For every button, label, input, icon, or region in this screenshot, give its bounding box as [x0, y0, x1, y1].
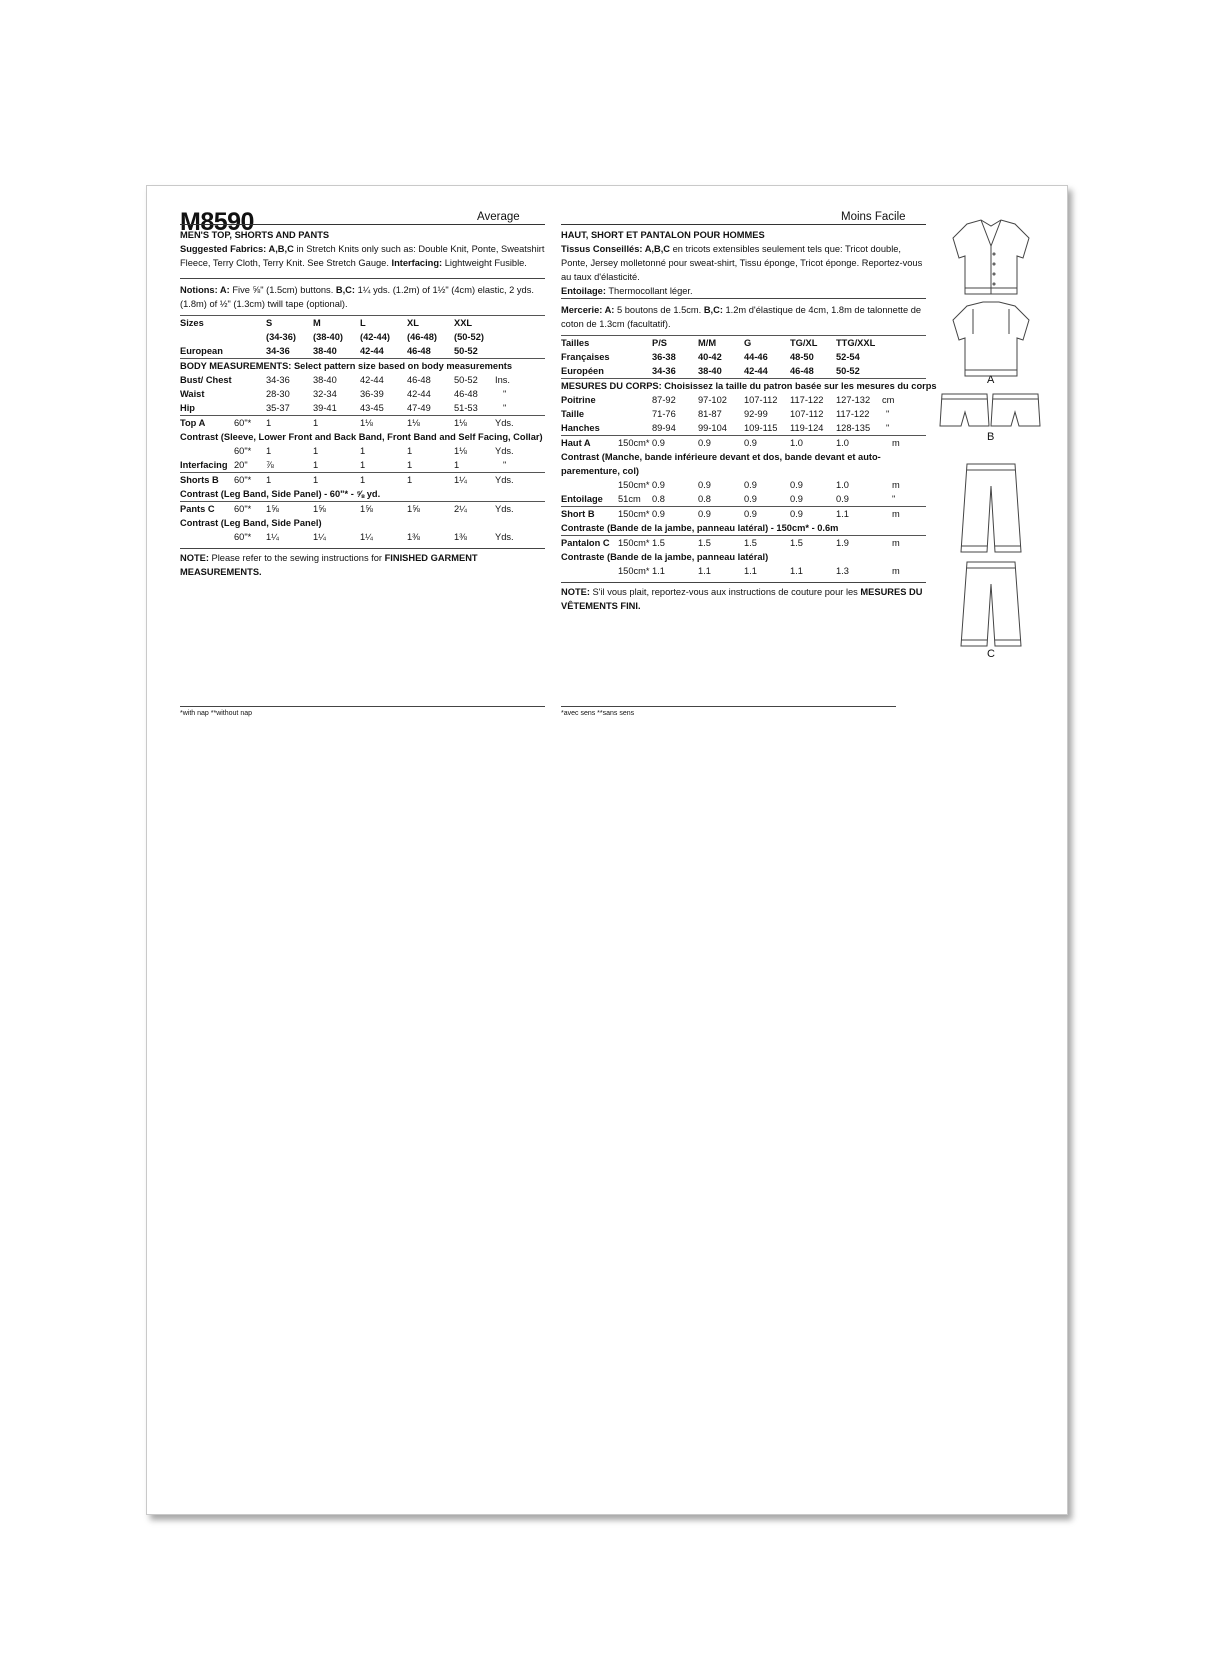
size-cell: M	[313, 316, 360, 331]
european-cell: 46-48	[790, 366, 814, 376]
pants-back-sketch	[961, 562, 1021, 646]
value-cell: 1¼	[313, 532, 326, 542]
width-cell: 150cm*	[618, 507, 652, 522]
width-cell: 60"*	[234, 416, 266, 431]
note-bold: FINISHED GARMENT MEASUREMENTS.	[180, 553, 478, 577]
fabrics-en	[180, 242, 545, 270]
fabrics-label: Suggested Fabrics: A,B,C	[180, 244, 294, 254]
value-cell: 0.9	[790, 494, 803, 504]
value-cell: 1	[360, 446, 366, 456]
row-label: Bust/ Chest	[180, 375, 232, 385]
row-label: Hanches	[561, 423, 600, 433]
row-label: Haut A	[561, 436, 618, 451]
size-sub-cell: (34-36)	[266, 332, 296, 342]
entoilage-row	[561, 492, 926, 507]
top-a-contrast-row	[180, 444, 545, 458]
value-cell: 1⅝	[313, 502, 360, 517]
note-label: NOTE:	[180, 553, 209, 563]
sizes-label: Tailles	[561, 336, 618, 351]
size-cell: L	[360, 316, 407, 331]
contrast-heading	[561, 450, 926, 478]
value-cell: 128-135	[836, 423, 871, 433]
fabrics-fr	[561, 242, 926, 298]
interfacing-text: Thermocollant léger.	[605, 286, 693, 296]
value-cell: 119-124	[790, 423, 824, 433]
notions-text-bc: 1¼ yds. (1.2m) of 1½" (4cm) elastic, 2 yds. (1.8m) of ½" (1.3cm) twill tape (optional).	[180, 285, 534, 309]
value-cell: 127-132	[836, 395, 871, 405]
value-cell: 1.1	[744, 566, 757, 576]
value-cell: 1	[313, 473, 360, 488]
contrast-heading-text: Contrast (Manche, bande inférieure devant et dos, bande devant et auto-parementure, col)	[561, 452, 881, 476]
value-cell: 1	[407, 473, 454, 488]
european-cell: 42-44	[744, 366, 768, 376]
value-cell: 1.5	[744, 536, 790, 551]
value-cell: 0.9	[744, 436, 790, 451]
value-cell: 1	[407, 460, 413, 470]
value-cell: 0.9	[744, 494, 757, 504]
body-heading-row	[180, 359, 545, 374]
haut-a-contrast-row	[561, 478, 926, 492]
english-column	[180, 224, 545, 579]
pants-c-contrast-heading-row	[180, 516, 545, 530]
value-cell: 0.9	[652, 436, 698, 451]
fabrics-text: in Stretch Knits only such as: Double Knit, Ponte, Sweatshirt Fleece, Terry Cloth, Terry Knit. See Stretch Gauge.	[180, 244, 545, 268]
unit-cell: cm	[882, 395, 895, 405]
width-cell: 150cm*	[618, 436, 652, 451]
unit-cell: m	[882, 436, 926, 451]
row-label: Hip	[180, 403, 195, 413]
unit-cell: "	[503, 403, 507, 413]
value-cell: 117-122	[790, 395, 824, 405]
european-row	[180, 344, 545, 359]
value-cell: 0.9	[744, 480, 757, 490]
body-heading-row	[561, 379, 926, 394]
size-cell: M/M	[698, 336, 744, 351]
sizes-label: Sizes	[180, 316, 234, 331]
european-label: Européen	[561, 366, 604, 376]
width-cell: 60"*	[234, 532, 252, 542]
body-row-hip	[180, 401, 545, 416]
body-measurements-heading: BODY MEASUREMENTS: Select pattern size based on body measurements	[180, 359, 545, 374]
european-cell: 50-52	[454, 346, 478, 356]
size-sub-cell: 40-42	[698, 352, 722, 362]
value-cell: 1	[266, 446, 272, 456]
notions-text-a: Five ⅝" (1.5cm) buttons.	[229, 285, 336, 295]
value-cell: 1⅝	[360, 502, 407, 517]
body-row-waist	[180, 387, 545, 401]
row-label: Shorts B	[180, 473, 234, 488]
value-cell: 0.8	[698, 494, 711, 504]
size-sub-cell: 52-54	[836, 352, 860, 362]
haut-a-row	[561, 436, 926, 451]
value-cell: 36-39	[360, 389, 384, 399]
view-label-a: A	[987, 374, 995, 386]
shorts-b-contrast-row	[180, 487, 545, 502]
value-cell: 92-99	[744, 409, 768, 419]
unit-cell: Ins.	[495, 375, 510, 385]
note-fr	[561, 582, 926, 613]
value-cell: 1⅝	[266, 502, 313, 517]
body-row-bust	[180, 373, 545, 387]
title-fr: HAUT, SHORT ET PANTALON POUR HOMMES	[561, 230, 765, 240]
unit-cell: Yds.	[495, 502, 545, 517]
value-cell: 0.9	[652, 480, 665, 490]
size-cell: TG/XL	[790, 336, 836, 351]
contrast-heading: Contrast (Leg Band, Side Panel)	[180, 518, 322, 528]
size-cell: S	[266, 316, 313, 331]
value-cell: 1⅛	[454, 446, 467, 456]
shorts-sketch	[940, 394, 1040, 426]
top-a-row	[180, 416, 545, 431]
value-cell: 1.1	[790, 566, 803, 576]
value-cell: 1	[313, 460, 319, 470]
value-cell: 46-48	[454, 389, 478, 399]
value-cell: 2¼	[454, 502, 495, 517]
unit-cell: Yds.	[495, 446, 514, 456]
value-cell: 35-37	[266, 403, 290, 413]
title-en: MEN'S TOP, SHORTS AND PANTS	[180, 230, 330, 240]
fabrics-label: Tissus Conseillés: A,B,C	[561, 244, 671, 254]
body-row-taille	[561, 407, 926, 421]
value-cell: 1.5	[698, 536, 744, 551]
shorts-contrast-text: Contraste (Bande de la jambe, panneau latéral) - 150cm* - 0.6m	[561, 523, 839, 533]
value-cell: 0.9	[652, 507, 698, 522]
shirt-back-sketch	[953, 302, 1029, 376]
sizes-row	[561, 336, 926, 351]
value-cell: 107-112	[790, 409, 824, 419]
width-cell: 60"*	[234, 502, 266, 517]
value-cell: 1	[266, 416, 313, 431]
haut-a-contrast-heading-row	[561, 450, 926, 478]
value-cell: 46-48	[407, 375, 431, 385]
difficulty-fr: Moins Facile	[841, 211, 906, 223]
difficulty-en: Average	[477, 211, 520, 223]
size-sub-cell: (50-52)	[454, 332, 484, 342]
pantalon-c-contrast-heading-row	[561, 550, 926, 564]
unit-cell: Yds.	[495, 416, 545, 431]
value-cell: 42-44	[407, 389, 431, 399]
value-cell: 71-76	[652, 409, 676, 419]
sizes-row	[180, 316, 545, 331]
value-cell: 97-102	[698, 395, 727, 405]
value-cell: 107-112	[744, 395, 778, 405]
width-cell: 150cm*	[618, 566, 650, 576]
value-cell: 34-36	[266, 375, 290, 385]
shirt-front-sketch	[953, 220, 1029, 294]
pantalon-c-contrast-row	[561, 564, 926, 578]
pants-c-contrast-row	[180, 530, 545, 544]
shorts-contrast-text: Contrast (Leg Band, Side Panel) - 60"* - ⅝ yd.	[180, 489, 381, 499]
european-cell: 46-48	[407, 346, 431, 356]
value-cell: 1⅜	[407, 532, 420, 542]
notions-fr	[561, 298, 926, 335]
size-sub-cell: 36-38	[652, 352, 676, 362]
unit-cell: m	[882, 507, 926, 522]
value-cell: 1.1	[652, 566, 665, 576]
unit-cell: Yds.	[495, 532, 514, 542]
value-cell: 47-49	[407, 403, 431, 413]
value-cell: 1⅛	[407, 416, 454, 431]
value-cell: 81-87	[698, 409, 722, 419]
technical-drawings	[937, 216, 1047, 660]
value-cell: 109-115	[744, 423, 778, 433]
short-b-contrast-row	[561, 521, 926, 536]
french-column	[561, 224, 937, 613]
value-cell: 38-40	[313, 375, 337, 385]
unit-cell: m	[892, 566, 900, 576]
value-cell: 43-45	[360, 403, 384, 413]
view-label-c: C	[987, 648, 995, 660]
row-label: Pantalon C	[561, 536, 618, 551]
value-cell: 1.5	[790, 536, 836, 551]
francaises-label: Françaises	[561, 352, 610, 362]
note-label: NOTE:	[561, 587, 590, 597]
value-cell: 51-53	[454, 403, 478, 413]
value-cell: 1⅜	[454, 532, 467, 542]
pants-front-sketch	[961, 464, 1021, 552]
value-cell: 0.9	[790, 480, 803, 490]
notions-label-bc: B,C:	[335, 285, 355, 295]
european-cell: 34-36	[266, 346, 290, 356]
european-cell: 38-40	[698, 366, 722, 376]
footnote-fr: *avec sens **sans sens	[561, 706, 896, 717]
european-cell: 34-36	[652, 366, 676, 376]
european-row	[561, 364, 926, 379]
value-cell: 0.9	[836, 494, 849, 504]
value-cell: 1.5	[652, 536, 698, 551]
notions-label: Notions: A:	[180, 285, 230, 295]
value-cell: 117-122	[836, 409, 870, 419]
value-cell: 50-52	[454, 375, 478, 385]
european-cell: 42-44	[360, 346, 384, 356]
value-cell: 0.9	[698, 436, 744, 451]
row-label: Poitrine	[561, 395, 596, 405]
contrast-heading: Contrast (Sleeve, Lower Front and Back Band, Front Band and Self Facing, Collar)	[180, 432, 543, 442]
value-cell: 42-44	[360, 375, 384, 385]
row-label: Short B	[561, 507, 618, 522]
value-cell: ⅞	[266, 460, 274, 470]
interfacing-label: Entoilage:	[561, 286, 606, 296]
value-cell: 99-104	[698, 423, 727, 433]
width-cell: 150cm*	[618, 480, 650, 490]
size-cell: P/S	[652, 336, 698, 351]
francaises-row	[561, 350, 926, 364]
value-cell: 1	[266, 473, 313, 488]
unit-cell: m	[892, 480, 900, 490]
value-cell: 1.1	[698, 566, 711, 576]
value-cell: 1	[360, 460, 366, 470]
size-sub-cell: 48-50	[790, 352, 814, 362]
sizes-sub-row	[180, 330, 545, 344]
value-cell: 1¼	[360, 532, 373, 542]
size-cell: XXL	[454, 316, 495, 331]
pattern-envelope-back	[146, 185, 1068, 1515]
size-sub-cell: (38-40)	[313, 332, 343, 342]
width-cell: 150cm*	[618, 536, 652, 551]
european-cell: 50-52	[836, 366, 860, 376]
value-cell: 0.9	[790, 507, 836, 522]
value-cell: 28-30	[266, 389, 290, 399]
pantalon-c-row	[561, 536, 926, 551]
value-cell: 1⅛	[360, 416, 407, 431]
value-cell: 0.8	[652, 494, 665, 504]
fabrics-text: en tricots extensibles seulement tels que: Tricot double, Ponte, Jersey molletonné pour sweat-shirt, Tissu éponge, Tricot éponge. Reportez-vous au taux d'élasticité.	[561, 244, 923, 282]
value-cell: 1	[454, 460, 460, 470]
interfacing-row	[180, 458, 545, 473]
european-cell: 38-40	[313, 346, 337, 356]
width-cell: 51cm	[618, 494, 641, 504]
value-cell: 1.0	[836, 436, 882, 451]
value-cell: 1¼	[266, 532, 279, 542]
row-label: Interfacing	[180, 460, 228, 470]
note-text: Please refer to the sewing instructions for	[208, 553, 385, 563]
yardage-table-en	[180, 315, 545, 544]
value-cell: 0.9	[698, 507, 744, 522]
notions-text-a: 5 boutons de 1.5cm.	[614, 305, 704, 315]
value-cell: 1⅝	[407, 502, 454, 517]
value-cell: 1	[313, 416, 360, 431]
value-cell: 1	[313, 446, 319, 456]
european-label: European	[180, 346, 223, 356]
notions-label-bc: B,C:	[703, 305, 723, 315]
unit-cell: "	[503, 389, 507, 399]
contrast-heading: Contraste (Bande de la jambe, panneau latéral)	[561, 552, 769, 562]
size-cell: TTG/XXL	[836, 336, 882, 351]
body-row-poitrine	[561, 393, 926, 407]
shorts-b-row	[180, 473, 545, 488]
value-cell: 1.0	[790, 436, 836, 451]
size-sub-cell: (46-48)	[407, 332, 437, 342]
view-label-b: B	[987, 431, 995, 443]
top-a-contrast-heading-row	[180, 430, 545, 444]
value-cell: 1.1	[836, 507, 882, 522]
row-label: Top A	[180, 416, 234, 431]
value-cell: 1¼	[454, 473, 495, 488]
note-text: S'il vous plait, reportez-vous aux instructions de couture pour les	[589, 587, 861, 597]
note-bold: MESURES DU VÊTEMENTS FINI.	[561, 587, 923, 611]
value-cell: 1	[407, 446, 413, 456]
size-cell: G	[744, 336, 790, 351]
unit-cell: m	[882, 536, 926, 551]
short-b-row	[561, 507, 926, 522]
interfacing-label: Interfacing:	[391, 258, 443, 268]
row-label: Taille	[561, 409, 585, 419]
value-cell: 0.9	[744, 507, 790, 522]
unit-cell: Yds.	[495, 473, 545, 488]
pattern-code: M8590	[180, 208, 254, 236]
body-measurements-heading: MESURES DU CORPS: Choisissez la taille du patron basée sur les mesures du corps	[561, 379, 926, 394]
note-en	[180, 548, 545, 579]
notions-en	[180, 278, 545, 315]
width-cell: 60"*	[234, 446, 252, 456]
unit-cell: "	[503, 460, 507, 470]
value-cell: 1⅛	[454, 416, 495, 431]
notions-text-bc: 1.2m d'élastique de 4cm, 1.8m de talonnette de coton de 1.3cm (facultatif).	[561, 305, 922, 329]
value-cell: 0.9	[698, 480, 711, 490]
size-sub-cell: 44-46	[744, 352, 768, 362]
row-label: Pants C	[180, 502, 234, 517]
value-cell: 1	[360, 473, 407, 488]
value-cell: 1.9	[836, 536, 882, 551]
contrast-line	[180, 487, 545, 502]
size-sub-cell: (42-44)	[360, 332, 390, 342]
value-cell: 1.3	[836, 566, 849, 576]
value-cell: 39-41	[313, 403, 337, 413]
unit-cell: "	[886, 409, 890, 419]
yardage-table-fr	[561, 335, 937, 578]
unit-cell: "	[886, 423, 890, 433]
body-row-hanches	[561, 421, 926, 436]
pants-c-row	[180, 502, 545, 517]
row-label: Waist	[180, 389, 205, 399]
footnote-en: *with nap **without nap	[180, 706, 545, 717]
row-label: Entoilage	[561, 494, 603, 504]
width-cell: 60"*	[234, 473, 266, 488]
value-cell: 87-92	[652, 395, 676, 405]
size-cell: XL	[407, 316, 454, 331]
width-cell: 20"	[234, 460, 248, 470]
value-cell: 1.0	[836, 480, 849, 490]
value-cell: 32-34	[313, 389, 337, 399]
unit-cell: "	[892, 494, 896, 504]
value-cell: 89-94	[652, 423, 676, 433]
contrast-line	[561, 521, 926, 536]
interfacing-text: Lightweight Fusible.	[442, 258, 527, 268]
notions-label: Mercerie: A:	[561, 305, 615, 315]
